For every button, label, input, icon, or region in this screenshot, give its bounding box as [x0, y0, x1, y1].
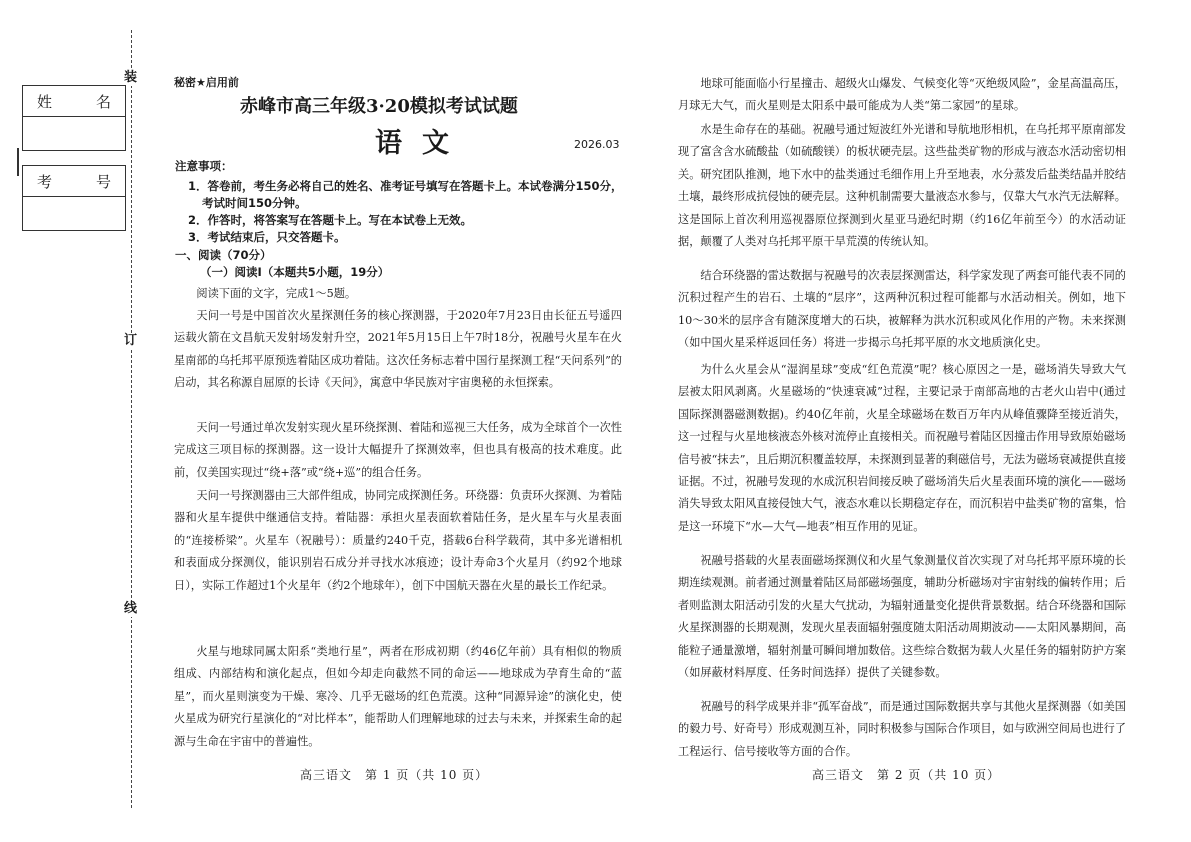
- notice-heading: 注意事项：: [175, 159, 233, 173]
- passage-paragraph-8: 为什么火星会从“湿润星球”变成“红色荒漠”呢？核心原因之一是，磁场消失导致大气层被太阳风剥离。火星磁场的“快速衰减”过程，主要记录于南部高地的古老火山岩中(通过国际探测器磁测数据)。约40亿年前，火星全球磁场在数百万年内从峰值骤降至接近消失，这一过程与火星地核液态外核对流停止直接相关。而祝融号着陆区因撞击作用导致原始磁场信号被“抹去”，且后期沉积覆盖较厚，未探测到显著的剩磁信号，无法为磁场衰减提供直接证据。不过，祝融号发现的水成沉积岩间接反映了磁场消失后火星表面环境的演化——磁场消失导致太阳风直接侵蚀大气，液态水难以长期稳定存在，而沉积岩中盐类矿物的富集，恰是这一环境下“水—大气—地表”相互作用的见证。: [678, 363, 1126, 533]
- id-label: 考 号: [23, 166, 125, 197]
- reading-instruction: 阅读下面的文字，完成1～5题。: [196, 287, 357, 300]
- exam-title: 赤峰市高三年级3·20模拟考试试题: [240, 96, 518, 117]
- exam-date: 2026.03: [574, 138, 620, 151]
- page-footer-right: 高三语文 第 2 页（共 10 页）: [812, 768, 1001, 782]
- section-reading: 一、阅读（70分）: [175, 248, 272, 262]
- name-label: 姓 名: [23, 86, 125, 117]
- passage-paragraph-3: 天问一号探测器由三大部件组成，协同完成探测任务。环绕器：负责环火探测、为着陆器和火星车提供中继通信支持。着陆器：承担火星表面软着陆任务，是火星车与火星表面的“连接桥梁”。火星车（祝融号）：质量约240千克，搭载6台科学载荷，其中多光谱相机和表面成分探测仪，能识别岩石成分并寻找水冰痕迹；设计寿命3个火星月（约92个地球日），实际工作超过1个火星年（约2个地球年），创下中国航天器在火星的最长工作纪录。: [174, 489, 622, 592]
- subsection-reading-1: （一）阅读Ⅰ（本题共5小题，19分）: [200, 265, 390, 279]
- passage-paragraph-6: 水是生命存在的基础。祝融号通过短波红外光谱和导航地形相机，在乌托邦平原南部发现了富含含水硫酸盐（如硫酸镁）的板状硬壳层。这些盐类矿物的形成与液态水活动密切相关。研究团队推测，地下水中的盐类通过毛细作用上升至地表，水分蒸发后盐类结晶并胶结土壤，最终形成抗侵蚀的硬壳层。这种机制需要大量液态水参与，仅靠大气水汽无法解释。这是国际上首次利用巡视器原位探测到火星亚马逊纪时期（约16亿年前至今）的水活动证据，颠覆了人类对乌托邦平原干旱荒漠的传统认知。: [678, 123, 1126, 249]
- binding-char-ding: 订: [124, 333, 138, 348]
- notice-item-1-cont: 考试时间150分钟。: [202, 196, 307, 210]
- passage-paragraph-1: 天问一号是中国首次火星探测任务的核心探测器，于2020年7月23日由长征五号遥四运载火箭在文昌航天发射场发射升空，2021年5月15日上午7时18分，祝融号火星车在火星南部的乌托邦平原预选着陆区成功着陆。这次任务标志着中国行星探测工程“天问系列”的启动，其名称源自屈原的长诗《天问》，寓意中华民族对宇宙奥秘的永恒探索。: [174, 309, 622, 390]
- secret-label: 秘密★启用前: [174, 76, 239, 89]
- name-blank[interactable]: [23, 117, 125, 150]
- passage-paragraph-5: 地球可能面临小行星撞击、超级火山爆发、气候变化等“灭绝级风险”，金星高温高压，月球无大气，而火星则是太阳系中最可能成为人类“第二家园”的星球。: [678, 77, 1126, 113]
- notice-item-3: 3．考试结束后，只交答题卡。: [188, 230, 346, 244]
- binding-dashed-line: [131, 30, 132, 808]
- binding-char-zhuang: 装: [124, 70, 138, 85]
- subject-title: 语文: [375, 128, 469, 159]
- notice-item-1: 1．答卷前，考生务必将自己的姓名、准考证号填写在答题卡上。本试卷满分150分，: [188, 179, 623, 193]
- id-box: [22, 165, 126, 231]
- passage-paragraph-10: 祝融号的科学成果并非“孤军奋战”，而是通过国际数据共享与其他火星探测器（如美国的毅力号、好奇号）形成观测互补，同时积极参与国际合作项目，如与欧洲空间局也进行了工程运行、信号接收等方面的合作。: [678, 700, 1126, 758]
- name-box: [22, 85, 126, 151]
- passage-paragraph-2: 天问一号通过单次发射实现火星环绕探测、着陆和巡视三大任务，成为全球首个一次性完成这三项目标的探测器。这一设计大幅提升了探测效率，但也具有极高的技术难度。此前，仅美国实现过“绕+落”或“绕+巡”的组合任务。: [174, 421, 622, 479]
- binding-mark: [17, 148, 19, 176]
- id-blank[interactable]: [23, 197, 125, 230]
- passage-paragraph-7: 结合环绕器的雷达数据与祝融号的次表层探测雷达，科学家发现了两套可能代表不同的沉积过程产生的岩石、土壤的“层序”，这两种沉积过程可能都与水活动相关。例如，地下10～30米的层序含有随深度增大的石块，被解释为洪水沉积或风化作用的产物。未来探测（如中国火星采样返回任务）将进一步揭示乌托邦平原的水文地质演化史。: [678, 269, 1126, 350]
- passage-paragraph-4: 火星与地球同属太阳系“类地行星”，两者在形成初期（约46亿年前）具有相似的物质组成、内部结构和演化起点，但如今却走向截然不同的命运——地球成为孕育生命的“蓝星”，而火星则演变为干燥、寒冷、几乎无磁场的红色荒漠。这种“同源异途”的演化史，使火星成为研究行星演化的“对比样本”，能帮助人们理解地球的过去与未来，并探索生命的起源与生命在宇宙中的普遍性。: [174, 645, 622, 748]
- passage-paragraph-9: 祝融号搭载的火星表面磁场探测仪和火星气象测量仪首次实现了对乌托邦平原环境的长期连续观测。前者通过测量着陆区局部磁场强度，辅助分析磁场对宇宙射线的偏转作用；后者则监测太阳活动引发的火星大气扰动，为辐射通量变化提供背景数据。结合环绕器和国际火星探测器的长期观测，发现火星表面辐射强度随太阳活动周期波动——太阳风暴期间，高能粒子通量激增，辐射剂量可瞬间增加数倍。这些综合数据为载人火星任务的辐射防护方案（如屏蔽材料厚度、任务时间选择）提供了关键参数。: [678, 554, 1126, 680]
- page-footer-left: 高三语文 第 1 页（共 10 页）: [300, 768, 489, 782]
- binding-char-xian: 线: [124, 601, 138, 616]
- notice-item-2: 2．作答时，将答案写在答题卡上。写在本试卷上无效。: [188, 213, 472, 227]
